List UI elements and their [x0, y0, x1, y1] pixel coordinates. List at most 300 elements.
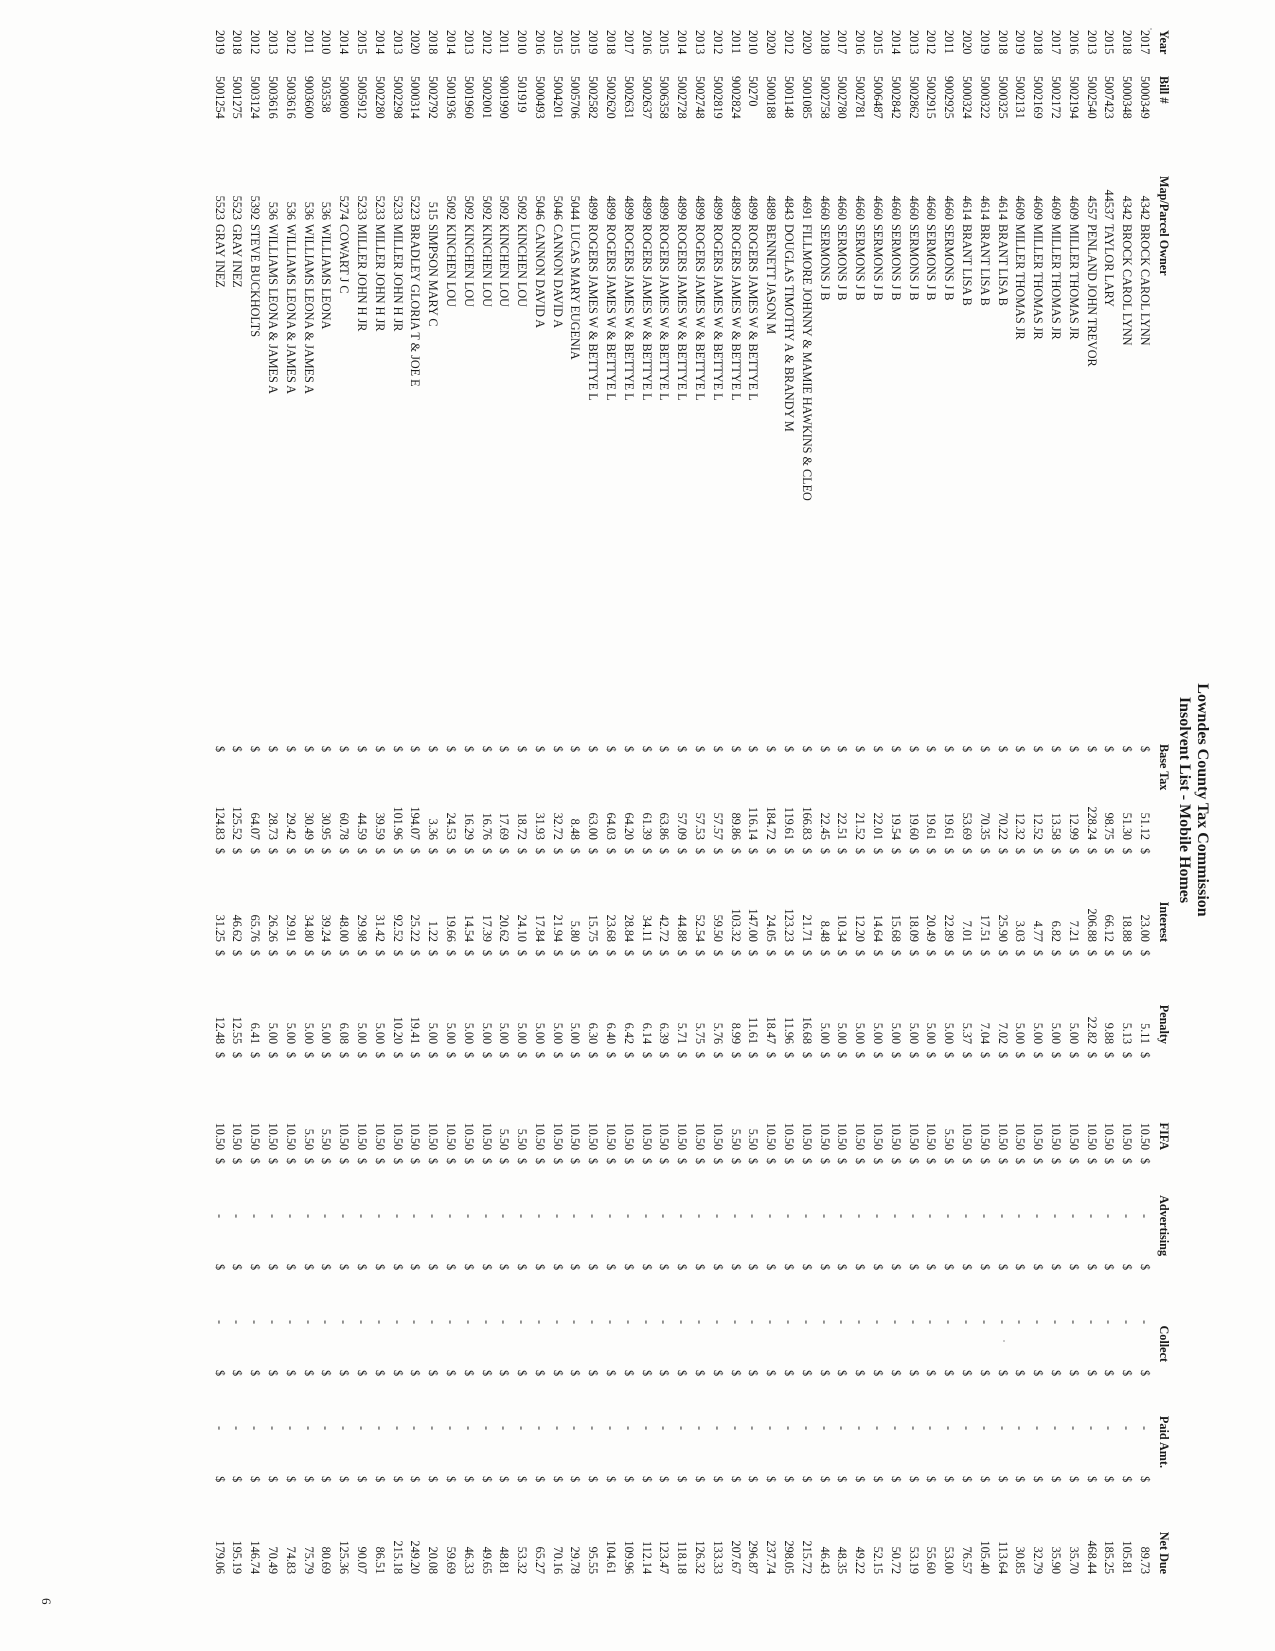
cell-interest: 25.90 [995, 914, 1010, 943]
cell-penalty: 6.40 [604, 1022, 619, 1045]
cell-currency: $ [995, 1264, 1010, 1271]
cell-currency: $ [265, 1476, 280, 1483]
cell-fifa: 10.50 [817, 1122, 832, 1151]
cell-currency: $ [337, 1052, 352, 1059]
cell-owner: MILLER THOMAS JR [1049, 224, 1064, 340]
cell-collect: - [835, 1320, 850, 1325]
cell-map-parcel: 5233 [390, 195, 405, 220]
cell-collect: - [265, 1320, 280, 1325]
cell-advertising: - [1138, 1214, 1152, 1219]
cell-base-tax: 124.83 [212, 806, 227, 840]
cell-interest: 103.32 [728, 908, 743, 943]
cell-fifa: 10.50 [426, 1122, 441, 1151]
cell-year: 2013 [461, 30, 476, 55]
cell-paid: - [515, 1426, 530, 1431]
cell-currency: $ [1013, 1370, 1028, 1377]
cell-penalty: 7.02 [995, 1022, 1010, 1045]
cell-currency: $ [799, 1052, 814, 1059]
cell-currency: $ [550, 1158, 565, 1165]
cell-currency: $ [977, 950, 992, 957]
cell-currency: $ [319, 1158, 334, 1165]
cell-currency: $ [835, 1476, 850, 1483]
cell-currency: $ [1066, 1158, 1081, 1165]
cell-base-tax: 19.61 [942, 812, 957, 840]
cell-currency: $ [248, 746, 263, 753]
table-row [939, 30, 957, 1594]
cell-fifa: 10.50 [853, 1122, 868, 1151]
cell-currency: $ [871, 950, 886, 957]
cell-collect: - [408, 1320, 423, 1325]
cell-currency: $ [1120, 1370, 1135, 1377]
cell-penalty: 5.00 [942, 1022, 957, 1045]
cell-base-tax: 70.35 [977, 812, 992, 840]
cell-base-tax: 57.53 [693, 812, 708, 840]
cell-currency: $ [693, 1264, 708, 1271]
cell-currency: $ [586, 1264, 601, 1271]
cell-year: 2012 [283, 30, 298, 55]
cell-paid: - [301, 1426, 316, 1431]
cell-net-due: 70.16 [550, 1546, 565, 1575]
cell-paid: - [283, 1426, 298, 1431]
page-number: 6 [39, 1598, 54, 1605]
cell-currency: $ [888, 848, 903, 855]
cell-paid: - [924, 1426, 939, 1431]
cell-paid: - [1102, 1426, 1117, 1431]
cell-interest: 15.75 [586, 914, 601, 943]
cell-currency: $ [746, 1158, 761, 1165]
cell-bill: 5000325 [995, 76, 1010, 119]
table-row [1135, 30, 1153, 1594]
cell-paid: - [354, 1426, 369, 1431]
cell-interest: 20.62 [497, 914, 512, 943]
cell-fifa: 10.50 [693, 1122, 708, 1151]
cell-currency: $ [977, 1370, 992, 1377]
cell-currency: $ [212, 950, 227, 957]
cell-currency: $ [408, 1264, 423, 1271]
cell-currency: $ [230, 1370, 245, 1377]
cell-currency: $ [443, 848, 458, 855]
cell-interest: 29.91 [283, 914, 298, 943]
cell-bill: 5000800 [337, 76, 352, 119]
cell-net-due: 76.57 [960, 1546, 975, 1575]
cell-owner: PENLAND JOHN TREVOR [1084, 224, 1099, 367]
cell-collect: - [817, 1320, 832, 1325]
cell-currency: $ [657, 746, 672, 753]
cell-currency: $ [1084, 848, 1099, 855]
cell-currency: $ [960, 746, 975, 753]
cell-currency: $ [337, 1370, 352, 1377]
cell-penalty: 16.68 [799, 1016, 814, 1045]
cell-owner: CANNON DAVID A [532, 224, 547, 329]
cell-currency: $ [764, 950, 779, 957]
cell-currency: $ [1013, 1476, 1028, 1483]
cell-year: 2015 [657, 30, 672, 55]
cell-base-tax: 17.69 [497, 812, 512, 840]
cell-currency: $ [853, 848, 868, 855]
cell-currency: $ [782, 1158, 797, 1165]
cell-advertising: - [906, 1214, 921, 1219]
cell-currency: $ [532, 950, 547, 957]
cell-fifa: 10.50 [924, 1122, 939, 1151]
cell-fifa: 5.50 [319, 1128, 334, 1151]
cell-currency: $ [835, 1370, 850, 1377]
cell-currency: $ [497, 950, 512, 957]
cell-currency: $ [604, 1158, 619, 1165]
cell-advertising: - [337, 1214, 352, 1219]
cell-currency: $ [586, 1476, 601, 1483]
cell-bill: 5000322 [977, 76, 992, 119]
cell-currency: $ [942, 1370, 957, 1377]
cell-collect: - [960, 1320, 975, 1325]
cell-bill: 5000324 [960, 76, 975, 119]
cell-interest: 28.84 [621, 914, 636, 943]
cell-collect: - [764, 1320, 779, 1325]
cell-collect: - [532, 1320, 547, 1325]
cell-penalty: 5.00 [888, 1022, 903, 1045]
cell-currency: $ [693, 1052, 708, 1059]
cell-base-tax: 19.60 [906, 812, 921, 840]
cell-currency: $ [782, 746, 797, 753]
cell-net-due: 468.44 [1084, 1540, 1099, 1575]
cell-currency: $ [621, 848, 636, 855]
cell-map-parcel: 4609 [1049, 195, 1064, 220]
cell-base-tax: 19.54 [888, 812, 903, 840]
cell-fifa: 5.50 [301, 1128, 316, 1151]
cell-advertising: - [354, 1214, 369, 1219]
cell-currency: $ [924, 1476, 939, 1483]
cell-collect: - [924, 1320, 939, 1325]
cell-currency: $ [212, 746, 227, 753]
cell-year: 2013 [265, 30, 280, 55]
cell-advertising: - [924, 1214, 939, 1219]
cell-net-due: 65.27 [532, 1546, 547, 1575]
cell-advertising: - [390, 1214, 405, 1219]
cell-interest: 12.20 [853, 914, 868, 943]
cell-currency: $ [977, 1476, 992, 1483]
cell-owner: ROGERS JAMES W & BETTYE L [746, 224, 761, 401]
cell-bill: 5001148 [782, 76, 797, 119]
table-row [512, 30, 530, 1594]
cell-interest: 17.51 [977, 914, 992, 943]
cell-map-parcel: 4843 [782, 195, 797, 220]
cell-currency: $ [390, 1370, 405, 1377]
cell-collect: - [230, 1320, 245, 1325]
cell-currency: $ [906, 1052, 921, 1059]
cell-currency: $ [1013, 950, 1028, 957]
cell-paid: - [1013, 1426, 1028, 1431]
cell-currency: $ [586, 746, 601, 753]
cell-collect: - [443, 1320, 458, 1325]
cell-year: 2017 [621, 30, 636, 55]
cell-currency: $ [532, 1052, 547, 1059]
cell-currency: $ [550, 1370, 565, 1377]
cell-currency: $ [710, 1264, 725, 1271]
cell-fifa: 10.50 [639, 1122, 654, 1151]
cell-bill: 9001990 [497, 76, 512, 119]
cell-advertising: - [1066, 1214, 1081, 1219]
cell-advertising: - [799, 1214, 814, 1219]
cell-currency: $ [924, 1158, 939, 1165]
cell-currency: $ [675, 950, 690, 957]
cell-bill: 5000493 [532, 76, 547, 119]
table-row [423, 30, 441, 1594]
cell-paid: - [639, 1426, 654, 1431]
cell-currency: $ [337, 950, 352, 957]
cell-currency: $ [265, 1158, 280, 1165]
cell-net-due: 207.67 [728, 1540, 743, 1575]
cell-currency: $ [835, 1052, 850, 1059]
cell-owner: BRANT LISA B [977, 224, 992, 306]
cell-currency: $ [977, 1052, 992, 1059]
cell-interest: 42.72 [657, 914, 672, 943]
cell-year: 2019 [1013, 30, 1028, 55]
cell-advertising: - [817, 1214, 832, 1219]
cell-base-tax: 64.03 [604, 812, 619, 840]
cell-interest: 7.21 [1066, 920, 1081, 943]
cell-currency: $ [515, 1158, 530, 1165]
cell-net-due: 146.74 [248, 1540, 263, 1575]
cell-currency: $ [515, 746, 530, 753]
cell-fifa: 10.50 [871, 1122, 886, 1151]
cell-currency: $ [1084, 746, 1099, 753]
table-row [352, 30, 370, 1594]
cell-currency: $ [1084, 950, 1099, 957]
cell-base-tax: 98.75 [1102, 812, 1117, 840]
cell-penalty: 5.00 [479, 1022, 494, 1045]
cell-owner: ROGERS JAMES W & BETTYE L [675, 224, 690, 401]
cell-collect: - [604, 1320, 619, 1325]
cell-paid: - [265, 1426, 280, 1431]
cell-year: 2017 [1049, 30, 1064, 55]
cell-year: 2016 [532, 30, 547, 55]
cell-currency: $ [675, 746, 690, 753]
cell-currency: $ [942, 1052, 957, 1059]
cell-currency: $ [853, 1158, 868, 1165]
cell-currency: $ [372, 848, 387, 855]
cell-net-due: 249.20 [408, 1540, 423, 1575]
cell-currency: $ [621, 1052, 636, 1059]
cell-currency: $ [1066, 950, 1081, 957]
cell-currency: $ [461, 1052, 476, 1059]
cell-currency: $ [532, 1370, 547, 1377]
cell-currency: $ [461, 1264, 476, 1271]
cell-penalty: 12.48 [212, 1016, 227, 1045]
table-row [975, 30, 993, 1594]
cell-currency: $ [675, 1476, 690, 1483]
cell-collect: - [906, 1320, 921, 1325]
cell-currency: $ [728, 1158, 743, 1165]
cell-year: 2015 [568, 30, 583, 55]
cell-currency: $ [746, 1370, 761, 1377]
cell-currency: $ [230, 950, 245, 957]
cell-fifa: 5.50 [728, 1128, 743, 1151]
cell-map-parcel: 4660 [853, 195, 868, 220]
cell-paid: - [799, 1426, 814, 1431]
cell-year: 2014 [372, 30, 387, 55]
cell-currency: $ [283, 1476, 298, 1483]
cell-bill: 5002915 [924, 76, 939, 119]
cell-paid: - [230, 1426, 245, 1431]
cell-base-tax: 16.29 [461, 812, 476, 840]
cell-currency: $ [1138, 848, 1152, 855]
cell-base-tax: 16.76 [479, 812, 494, 840]
cell-currency: $ [1066, 1370, 1081, 1377]
cell-base-tax: 13.58 [1049, 812, 1064, 840]
cell-currency: $ [354, 848, 369, 855]
cell-currency: $ [319, 1476, 334, 1483]
cell-paid: - [675, 1426, 690, 1431]
cell-currency: $ [871, 848, 886, 855]
cell-fifa: 10.50 [479, 1122, 494, 1151]
cell-currency: $ [906, 746, 921, 753]
cell-owner: ROGERS JAMES W & BETTYE L [710, 224, 725, 401]
cell-currency: $ [265, 1370, 280, 1377]
cell-currency: $ [746, 1264, 761, 1271]
cell-owner: MILLER THOMAS JR [1013, 224, 1028, 340]
cell-net-due: 35.70 [1066, 1546, 1081, 1575]
cell-currency: $ [977, 848, 992, 855]
cell-advertising: - [283, 1214, 298, 1219]
cell-advertising: - [604, 1214, 619, 1219]
cell-currency: $ [871, 1052, 886, 1059]
cell-bill: 5002728 [675, 76, 690, 119]
cell-currency: $ [710, 746, 725, 753]
cell-currency: $ [337, 1264, 352, 1271]
cell-collect: - [871, 1320, 886, 1325]
cell-advertising: - [960, 1214, 975, 1219]
cell-bill: 9003600 [301, 76, 316, 119]
cell-base-tax: 22.45 [817, 812, 832, 840]
cell-year: 2018 [230, 30, 245, 55]
cell-currency: $ [479, 746, 494, 753]
cell-currency: $ [408, 1052, 423, 1059]
cell-currency: $ [1084, 1158, 1099, 1165]
cell-net-due: 52.15 [871, 1546, 886, 1575]
cell-penalty: 5.00 [568, 1022, 583, 1045]
cell-fifa: 5.50 [515, 1128, 530, 1151]
cell-currency: $ [604, 950, 619, 957]
cell-advertising: - [532, 1214, 547, 1219]
cell-paid: - [657, 1426, 672, 1431]
cell-year: 2015 [354, 30, 369, 55]
cell-currency: $ [212, 848, 227, 855]
cell-currency: $ [372, 1370, 387, 1377]
report-title-block [1175, 30, 1211, 1570]
cell-currency: $ [372, 1476, 387, 1483]
cell-paid: - [586, 1426, 601, 1431]
cell-year: 2010 [319, 30, 334, 55]
cell-currency: $ [586, 848, 601, 855]
cell-currency: $ [550, 746, 565, 753]
cell-base-tax: 194.07 [408, 806, 423, 840]
cell-currency: $ [604, 1264, 619, 1271]
cell-currency: $ [1138, 1158, 1152, 1165]
cell-fifa: 10.50 [888, 1122, 903, 1151]
cell-year: 2020 [764, 30, 779, 55]
cell-collect: - [888, 1320, 903, 1325]
cell-currency: $ [782, 1370, 797, 1377]
cell-map-parcel: 5092 [515, 195, 530, 220]
cell-year: 2015 [871, 30, 886, 55]
cell-currency: $ [817, 1370, 832, 1377]
cell-currency: $ [924, 950, 939, 957]
cell-currency: $ [960, 950, 975, 957]
cell-collect: - [942, 1320, 957, 1325]
cell-bill: 5001254 [212, 76, 227, 119]
cell-fifa: 10.50 [408, 1122, 423, 1151]
cell-advertising: - [853, 1214, 868, 1219]
cell-paid: - [372, 1426, 387, 1431]
cell-currency: $ [871, 1476, 886, 1483]
cell-collect: - [639, 1320, 654, 1325]
col-header-base-tax: Base Tax [1156, 744, 1171, 791]
cell-currency: $ [212, 1052, 227, 1059]
col-header-bill: Bill # [1156, 76, 1171, 104]
cell-advertising: - [888, 1214, 903, 1219]
cell-advertising: - [497, 1214, 512, 1219]
cell-currency: $ [1138, 1476, 1152, 1483]
cell-year: 2019 [586, 30, 601, 55]
cell-penalty: 5.13 [1120, 1022, 1135, 1045]
cell-map-parcel: 5223 [408, 195, 423, 220]
cell-map-parcel: 5044 [568, 195, 583, 220]
cell-map-parcel: 5092 [497, 195, 512, 220]
cell-currency: $ [301, 746, 316, 753]
cell-advertising: - [710, 1214, 725, 1219]
cell-map-parcel: 536 [319, 201, 334, 220]
cell-net-due: 90.07 [354, 1546, 369, 1575]
cell-currency: $ [319, 1052, 334, 1059]
cell-paid: - [1138, 1426, 1152, 1431]
cell-currency: $ [461, 746, 476, 753]
cell-currency: $ [1049, 950, 1064, 957]
cell-bill: 5002001 [479, 76, 494, 119]
cell-currency: $ [960, 848, 975, 855]
cell-currency: $ [443, 1370, 458, 1377]
cell-currency: $ [621, 1264, 636, 1271]
cell-currency: $ [408, 1158, 423, 1165]
cell-currency: $ [568, 1158, 583, 1165]
cell-currency: $ [301, 1476, 316, 1483]
cell-base-tax: 61.39 [639, 812, 654, 840]
cell-currency: $ [283, 1158, 298, 1165]
cell-net-due: 109.96 [621, 1540, 636, 1575]
cell-interest: 21.94 [550, 914, 565, 943]
cell-currency: $ [853, 1264, 868, 1271]
cell-map-parcel: 4660 [942, 195, 957, 220]
cell-currency: $ [1049, 1264, 1064, 1271]
cell-year: 2019 [977, 30, 992, 55]
cell-net-due: 105.40 [977, 1540, 992, 1575]
cell-currency: $ [319, 950, 334, 957]
cell-paid: - [390, 1426, 405, 1431]
cell-owner: FILLMORE JOHNNY & MAMIE HAWKINS & CLEO [799, 224, 814, 501]
cell-penalty: 12.55 [230, 1016, 245, 1045]
cell-base-tax: 8.48 [568, 818, 583, 840]
cell-owner: SERMONS J B [871, 224, 886, 301]
cell-map-parcel: 4609 [1031, 195, 1046, 220]
cell-year: 2018 [426, 30, 441, 55]
cell-map-parcel: 536 [301, 201, 316, 220]
table-row [1028, 30, 1046, 1594]
cell-currency: $ [1084, 1052, 1099, 1059]
cell-collect: - [390, 1320, 405, 1325]
cell-advertising: - [1049, 1214, 1064, 1219]
cell-collect: - [301, 1320, 316, 1325]
cell-currency: $ [1102, 746, 1117, 753]
cell-paid: - [853, 1426, 868, 1431]
cell-year: 2015 [550, 30, 565, 55]
